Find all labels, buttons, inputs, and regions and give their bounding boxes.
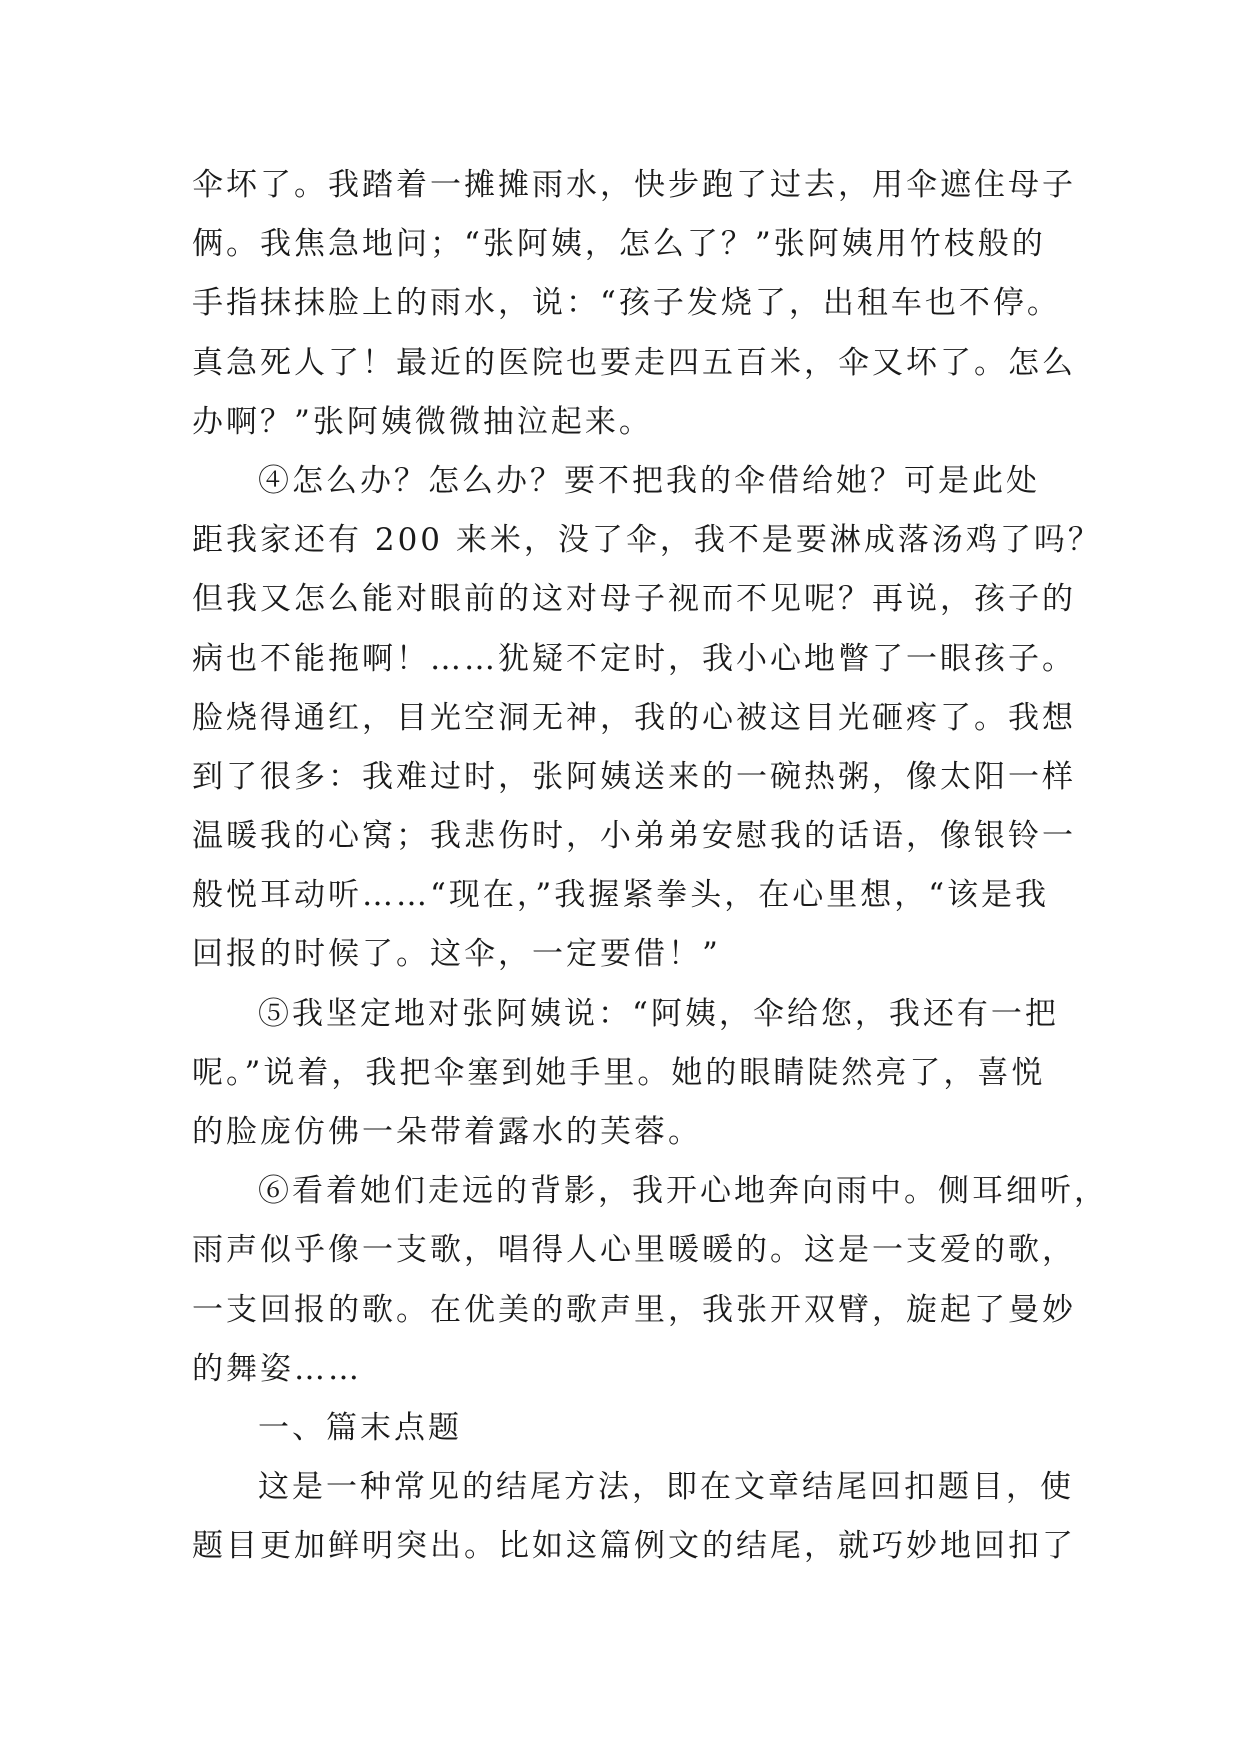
text-line: 到了很多：我难过时，张阿姨送来的一碗热粥，像太阳一样 (192, 758, 1076, 795)
text-line: 雨声似乎像一支歌，唱得人心里暖暖的。这是一支爱的歌， (192, 1232, 1076, 1269)
text-line: 温暖我的心窝；我悲伤时，小弟弟安慰我的话语，像银铃一 (192, 818, 1076, 855)
text-line: 的脸庞仿佛一朵带着露水的芙蓉。 (192, 1114, 702, 1150)
text-line: 俩。我焦急地问；“张阿姨，怎么了？”张阿姨用竹枝般的 (192, 226, 1046, 263)
text-line: 手指抹抹脸上的雨水，说：“孩子发烧了，出租车也不停。 (192, 285, 1061, 322)
text-line: 病也不能拖啊！……犹疑不定时，我小心地瞥了一眼孩子。 (192, 640, 1076, 677)
text-line: 脸烧得通红，目光空洞无神，我的心被这目光砸疼了。我想 (192, 699, 1076, 736)
text-line: 回报的时候了。这伞，一定要借！” (192, 936, 721, 973)
text-line: 但我又怎么能对眼前的这对母子视而不见呢？再说，孩子的 (192, 581, 1076, 618)
text-line: ⑥看着她们走远的背影，我开心地奔向雨中。侧耳细听， (258, 1173, 1108, 1210)
text-line: 呢。”说着，我把伞塞到她手里。她的眼睛陡然亮了，喜悦 (192, 1054, 1046, 1091)
body-text (192, 156, 1108, 1577)
text-line: 一支回报的歌。在优美的歌声里，我张开双臂，旋起了曼妙 (192, 1291, 1076, 1328)
text-line: 这是一种常见的结尾方法，即在文章结尾回扣题目，使 (258, 1469, 1074, 1506)
text-line: ⑤我坚定地对张阿姨说：“阿姨，伞给您，我还有一把 (258, 995, 1059, 1032)
text-line: 的舞姿…… (192, 1350, 362, 1387)
text-line: 真急死人了！最近的医院也要走四五百米，伞又坏了。怎么 (192, 344, 1076, 381)
text-line: 题目更加鲜明突出。比如这篇例文的结尾，就巧妙地回扣了 (192, 1528, 1076, 1565)
text-line: 伞坏了。我踏着一摊摊雨水，快步跑了过去，用伞遮住母子 (192, 167, 1076, 203)
text-line: 距我家还有 200 来米，没了伞，我不是要淋成落汤鸡了吗？ (192, 522, 1102, 559)
text-line: 一、篇末点题 (258, 1409, 462, 1446)
text-line: 般悦耳动听……“现在，”我握紧拳头，在心里想，“该是我 (192, 877, 1050, 914)
text-line: 办啊？”张阿姨微微抽泣起来。 (192, 403, 653, 440)
text-line: ④怎么办？怎么办？要不把我的伞借给她？可是此处 (258, 462, 1040, 499)
